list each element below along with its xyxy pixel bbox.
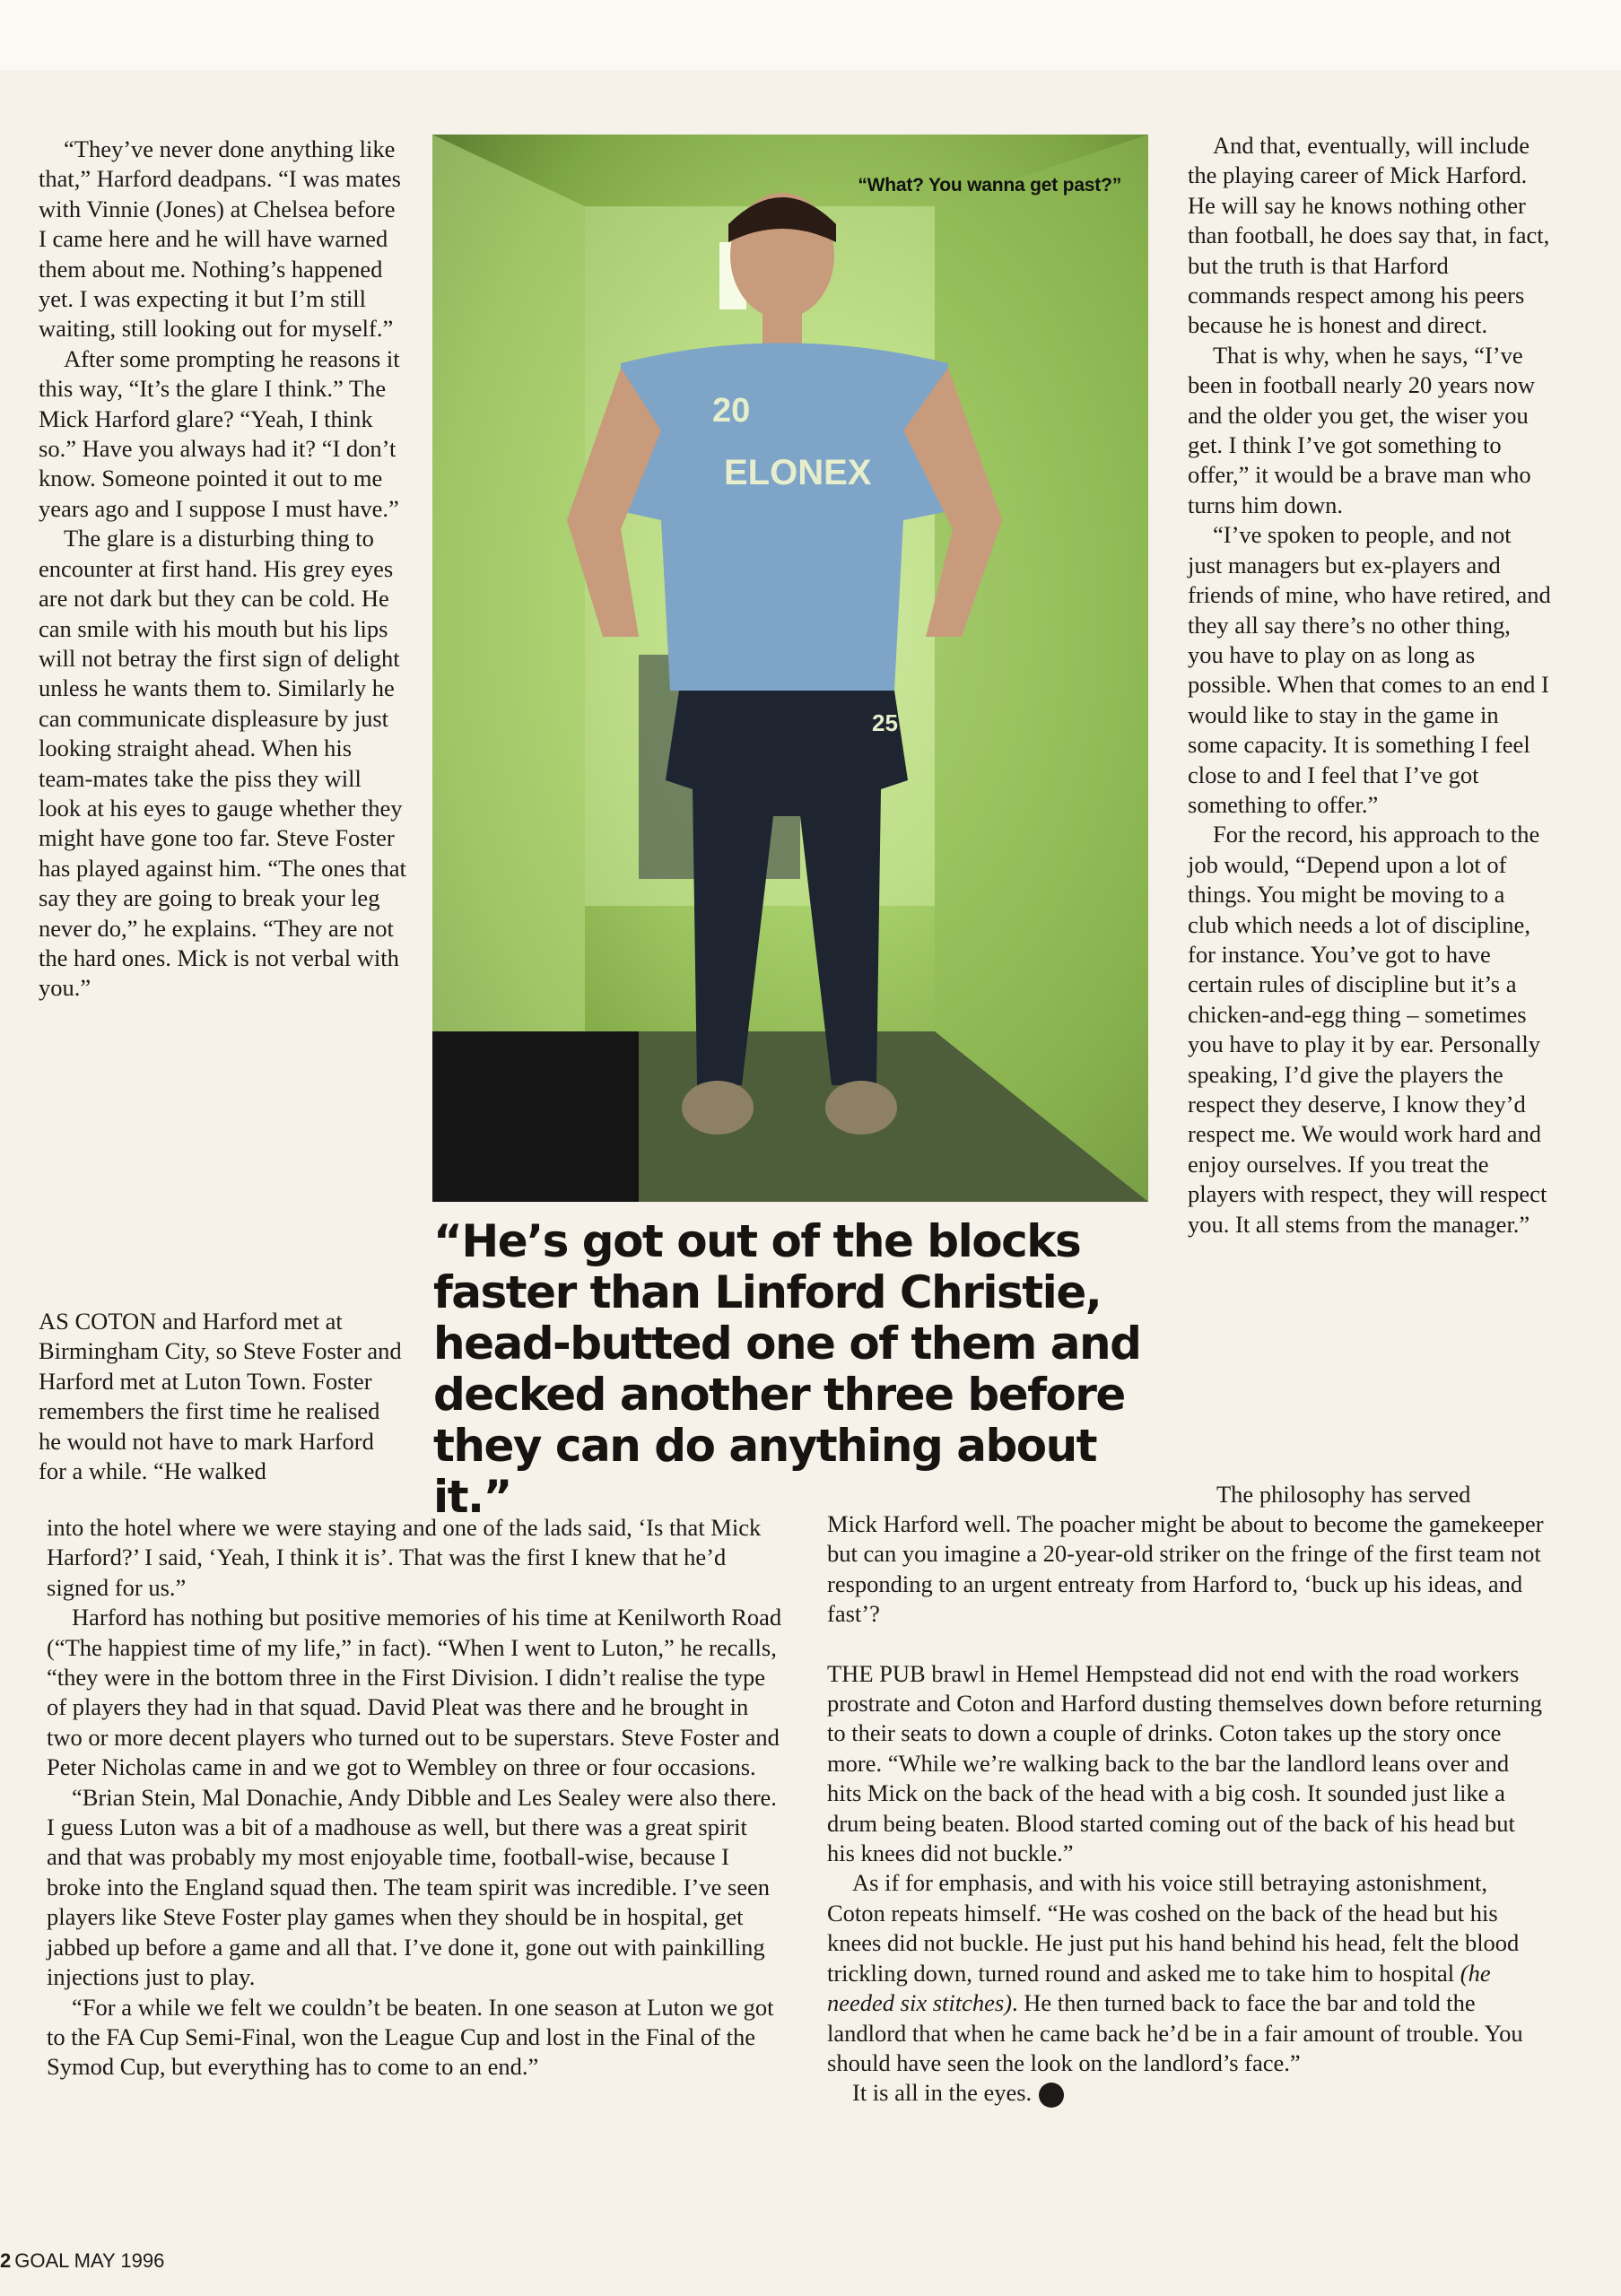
article-paragraph: For the record, his approach to the job would, “Depend upon a lot of things. You might be moving to a club which needs a lot of discipline, for instance. You’ve got to have certain rules of discipline but it’s a chicken-and-egg thing – sometimes you have to play it by ear. Personally speaking, I’d give the players the respect they deserve, I know they’d respect me. We would work hard and enjoy ourselves. If you treat the players with respect, they will respect you. It all stems from the manager.” (1188, 821, 1547, 1238)
photo-caption: “What? You wanna get past?” (858, 175, 1121, 196)
article-column-left (39, 135, 406, 1004)
publication-issue: GOAL MAY 1996 (14, 2249, 165, 2272)
article-paragraph: After some prompting he reasons it this way, “It’s the glare I think.” The Mick Harford glare? “Yeah, I think so.” Have you always had it? “I don’t know. Someone pointed it out to me years ago and I suppose I must have.” (39, 344, 400, 522)
article-paragraph: And that, eventually, will include the playing career of Mick Harford. He will say he knows nothing other than football, he does say that, in fact, but the truth is that Harford commands respect among his peers because he is honest and direct. (1188, 132, 1550, 339)
shirt-sponsor: ELONEX (724, 453, 872, 492)
page-top-margin (0, 0, 1621, 70)
corridor-scene (432, 135, 1148, 1202)
article-paragraph: That is why, when he says, “I’ve been in football nearly 20 years now and the older you get, the wiser you get. I think I’ve got something to offer,” it would be a brave man who turns him down. (1188, 341, 1536, 518)
article-paragraph: “For a while we felt we couldn’t be beaten. In one season at Luton we got to the FA Cup Semi-Final, won the League Cup and lost in the Final of the Symod Cup, but everything has to come to an end.” (47, 1993, 774, 2081)
article-text: It is all in the eyes. (852, 2079, 1033, 2107)
article-column-left-lower (39, 1307, 406, 1486)
article-paragraph: “I’ve spoken to people, and not just managers but ex-players and friends of mine, who have retired, and they all say there’s no other thing, you have to play on as long as possible. When that comes to an end I would like to stay in the game in some capacity. It is something I feel close to and I feel that I’ve got something to offer.” (1188, 521, 1551, 818)
article-paragraph: Harford has nothing but positive memories of his time at Kenilworth Road (“The happiest time of my life,” in fact). “When I went to Luton,” he recalls, “they were in the bottom three in the First Division. I didn’t realise the type of players they had in that squad. David Pleat was there and he brought in two or more decent players who turned out to be superstars. Steve Foster and Peter Nicholas came in and we got to Wembley on three or four occasions. (47, 1604, 782, 1781)
article-column-right (1188, 131, 1551, 1239)
article-text: As if for emphasis, and with his voice still betraying astonishment, Coton repeats himself. “He was coshed on the back of the head but his knees did not buckle. He just put his hand behind his head, felt the blood trickling down, turned round and asked me to take him to hospital (827, 1869, 1520, 1987)
article-paragraph: “They’ve never done anything like that,” Harford deadpans. “I was mates with Vinnie (Jones) at Chelsea before I came here and he will have warned them about me. Nothing’s happened yet. I was expecting it but I’m still waiting, still looking out for myself.” (39, 135, 401, 343)
pull-quote: “He’s got out of the blocks faster than Linford Christie, head-butted one of them and decked another three before they can do anything about it.” (433, 1215, 1141, 1523)
shirt-number: 20 (712, 392, 751, 430)
page-number: 2 (0, 2249, 12, 2272)
article-paragraph: “Brian Stein, Mal Donachie, Andy Dibble and Les Sealey were also there. I guess Luton was a bit of a madhouse as well, but there was a great spirit and that was probably my most enjoyable time, football-wise, because I broke into the England squad then. The team spirit was incredible. I’ve seen players like Steve Foster play games when they should be in hospital, get jabbed up before a game and all that. I’ve done it, gone out with painkilling injections just to play. (47, 1783, 777, 1991)
article-paragraph: into the hotel where we were staying and one of the lads said, ‘Is that Mick Harford?’ I said, ‘Yeah, I think it is’. That was the first I knew that he’d signed for us.” (47, 1514, 762, 1601)
article-column-bottom-right (827, 1509, 1545, 2109)
article-closing-paragraph (827, 2078, 1545, 2108)
article-paragraph: Mick Harford well. The poacher might be about to become the gamekeeper but can you imagine a 20-year-old striker on the fringe of the first team not responding to an urgent entreaty from Harford to, ‘buck up his ideas, and fast’? (827, 1510, 1544, 1628)
section-opening-paragraph: AS COTON and Harford met at Birmingham City, so Steve Foster and Harford met at Luton Town. Foster remembers the first time he realised he would not have to mark Harford for a while. “He walked (39, 1308, 402, 1485)
goal-logo-end-mark: g (1039, 2083, 1064, 2108)
article-column-bottom-left (47, 1513, 782, 2083)
article-paragraph (827, 1868, 1545, 2078)
article-paragraph: The glare is a disturbing thing to encounter at first hand. His grey eyes are not dark but they can be cold. He can smile with his mouth but his lips will not betray the first sign of delight unless he wants them to. Similarly he can communicate displeasure by just looking straight ahead. When his team-mates take the piss they will look at his eyes to gauge whether they might have gone too far. Steve Foster has played against him. “The ones that say they are going to break your leg never do,” he explains. “They are not the hard ones. Mick is not verbal with you.” (39, 525, 406, 1002)
article-wrap-line: The philosophy has served (1216, 1481, 1471, 1508)
shorts-number: 25 (872, 709, 898, 736)
section-opening-paragraph: THE PUB brawl in Hemel Hempstead did not end with the road workers prostrate and Coton and Harford dusting themselves down before returning to their seats to down a couple of drinks. Coton takes up the story once more. “While we’re walking back to the bar the landlord leans over and hits Mick on the back of the head with a big cosh. It sounded just like a drum being beaten. Blood started coming out of the back of his head but his knees did not buckle.” (827, 1659, 1543, 1867)
article-text: . He then turned back to face the bar and told the landlord that when he came back he’d be in a fair amount of trouble. You should have seen the look on the landlord’s face.” (827, 1989, 1523, 2076)
page-footer (0, 2249, 164, 2273)
article-italic-aside: (he needed six stitches) (827, 1959, 1491, 2017)
player-photo (432, 135, 1148, 1202)
